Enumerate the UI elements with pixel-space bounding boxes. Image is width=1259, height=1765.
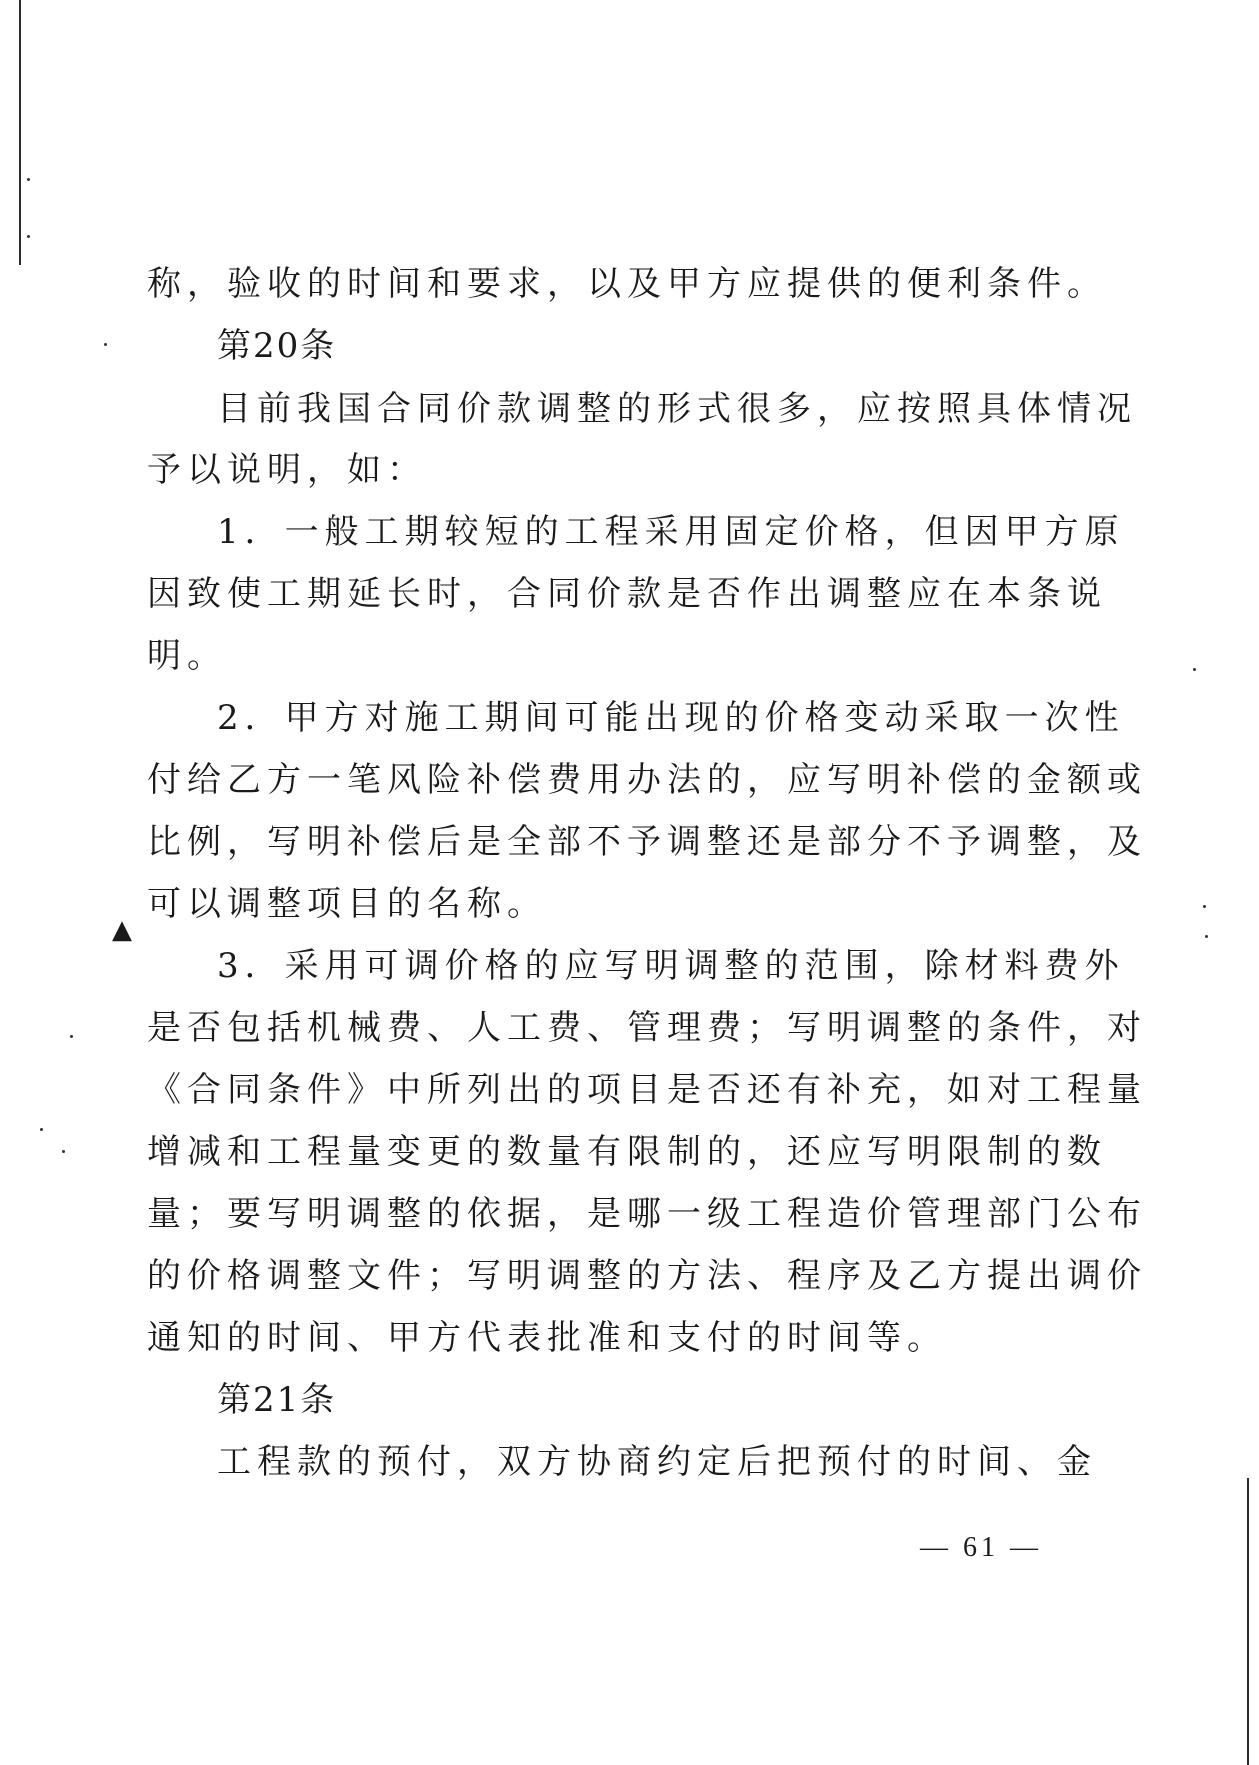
text-line: 量；要写明调整的依据，是哪一级工程造价管理部门公布	[147, 1194, 1147, 1234]
text-line: 增减和工程量变更的数量有限制的，还应写明限制的数	[147, 1132, 1107, 1172]
scan-speck	[1203, 905, 1206, 908]
article-heading: 第20条	[217, 326, 337, 366]
text-line: 是否包括机械费、人工费、管理费；写明调整的条件，对	[147, 1008, 1147, 1048]
text-line: 2．甲方对施工期间可能出现的价格变动采取一次性	[217, 698, 1125, 738]
scan-edge-line-right	[1247, 1478, 1249, 1765]
scan-speck	[1193, 668, 1196, 671]
text-line: 付给乙方一笔风险补偿费用办法的，应写明补偿的金额或	[147, 760, 1147, 800]
scan-speck	[104, 343, 107, 346]
scan-edge-line-left	[19, 0, 21, 265]
text-line: 3．采用可调价格的应写明调整的范围，除材料费外	[217, 946, 1125, 986]
scan-speck	[62, 1150, 65, 1153]
text-line: 可以调整项目的名称。	[147, 884, 547, 924]
text-line: 工程款的预付，双方协商约定后把预付的时间、金	[217, 1442, 1097, 1482]
scan-speck	[70, 1035, 73, 1038]
scan-speck	[27, 235, 30, 238]
article-heading: 第21条	[217, 1380, 337, 1420]
text-line: 明。	[147, 636, 227, 676]
page-number: — 61 —	[920, 1532, 1042, 1563]
scan-speck	[27, 178, 30, 181]
text-line: 因致使工期延长时，合同价款是否作出调整应在本条说	[147, 574, 1107, 614]
triangle-marker-icon: ▲	[112, 915, 132, 945]
text-line: 1．一般工期较短的工程采用固定价格，但因甲方原	[217, 512, 1125, 552]
text-line: 通知的时间、甲方代表批准和支付的时间等。	[147, 1318, 947, 1358]
scan-speck	[40, 1128, 43, 1131]
text-line: 《合同条件》中所列出的项目是否还有补充，如对工程量	[147, 1070, 1147, 1110]
text-line: 目前我国合同价款调整的形式很多，应按照具体情况	[217, 389, 1137, 429]
scan-speck	[1205, 935, 1208, 938]
text-line: 的价格调整文件；写明调整的方法、程序及乙方提出调价	[147, 1256, 1147, 1296]
text-line: 予以说明，如：	[147, 450, 427, 490]
text-line: 比例，写明补偿后是全部不予调整还是部分不予调整，及	[147, 822, 1147, 862]
text-line: 称，验收的时间和要求，以及甲方应提供的便利条件。	[147, 264, 1107, 304]
